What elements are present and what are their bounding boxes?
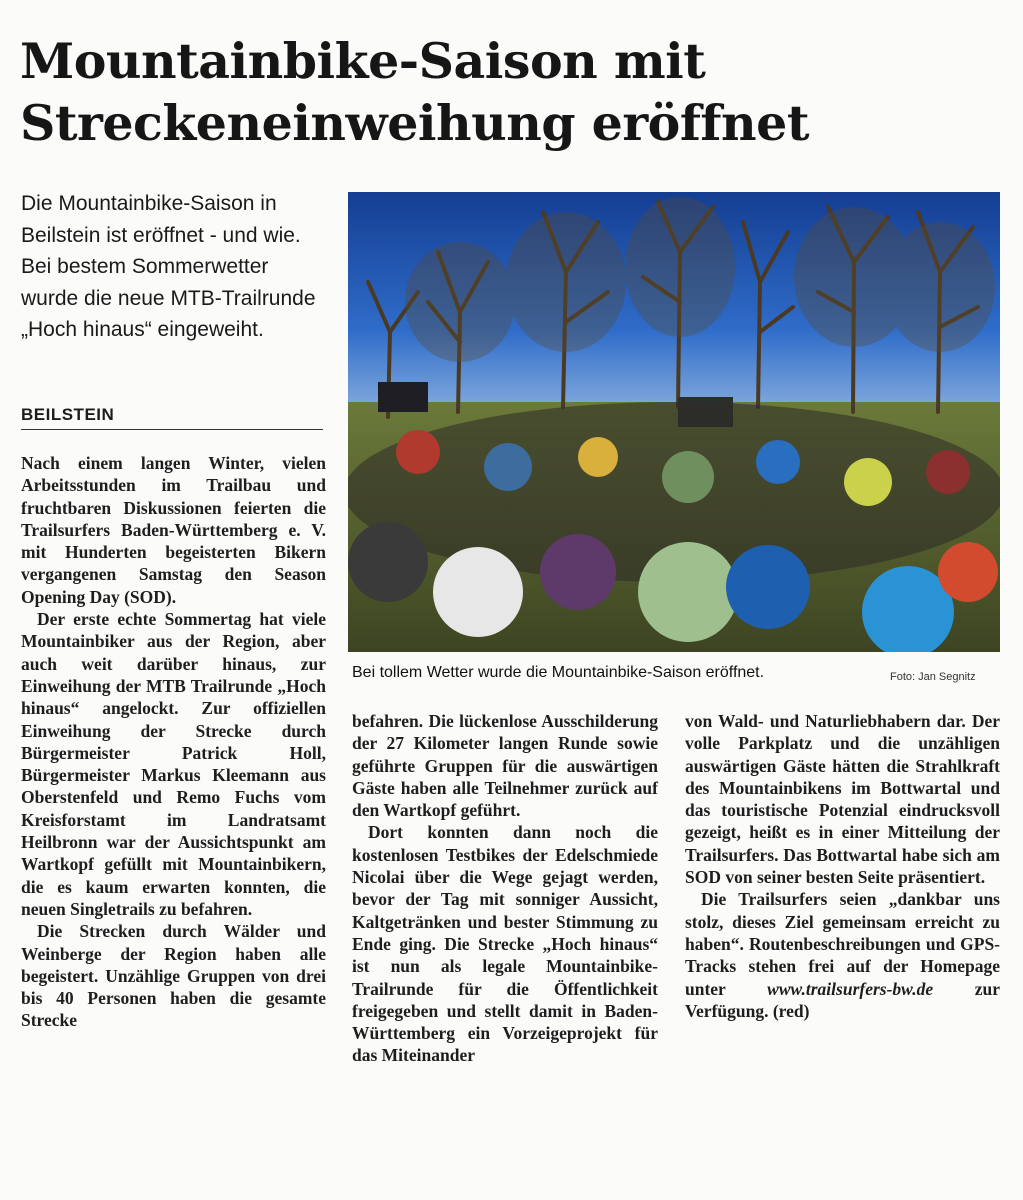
body-paragraph-5-end: zur Verfügung. (red) — [685, 978, 1000, 1021]
headline: Mountainbike-Saison mit Streckeneinweihung eröffnet — [20, 32, 809, 152]
event-photo — [348, 192, 1000, 652]
body-paragraph-2: Der erste echte Sommertag hat viele Mountainbiker aus der Region, aber auch weit darüber hinaus, zur Einweihung der MTB Trailrunde „Hoch hinaus“ angelockt. Zur offiziellen Einweihung der Strecke durch Bürgermeister Patrick Holl, Bürgermeister Markus Kleemann aus Oberstenfeld und Remo Fuchs vom Kreisforstamt im Landratsamt Heilbronn war der Aussichtspunkt am Wartkopf gefüllt mit Mountainbikern, die es kaum erwarten konnten, die neuen Singletrails zu befahren. — [21, 609, 326, 919]
dateline: BEILSTEIN — [21, 405, 323, 430]
body-paragraph-4-continued: von Wald- und Naturliebhabern dar. Der volle Parkplatz und die unzähligen auswärtigen Gäste hätten die Strahlkraft des Mountainbikens im Bottwartal und das touristische Potenzial eindrucksvoll gezeigt, heißt es in einer Mitteilung der Trailsurfers. Das Bottwartal habe sich am SOD von seiner besten Seite präsentiert. — [685, 711, 1000, 888]
article-column-1 — [21, 452, 326, 1032]
body-paragraph-3-continued: befahren. Die lückenlose Ausschilderung der 27 Kilometer langen Runde sowie geführte Gruppen für die auswärtigen Gäste haben alle Teilnehmer zurück auf den Wartkopf geführt. — [352, 711, 658, 821]
photo-credit: Foto: Jan Segnitz — [890, 671, 976, 683]
body-paragraph-3: Die Strecken durch Wälder und Weinberge der Region haben alle begeistert. Unzählige Gruppen von drei bis 40 Personen haben die gesamte Strecke — [21, 921, 326, 1031]
body-paragraph-4: Dort konnten dann noch die kostenlosen Testbikes der Edelschmiede Nicolai über die Wege gejagt werden, bevor der Tag mit sonniger Aussicht, Kaltgetränken und bester Stimmung zu Ende ging. Die Strecke „Hoch hinaus“ ist nun als legale Mountainbike-Trailrunde für die Öffentlichkeit freigegeben und stellt damit in Baden-Württemberg ein Vorzeigeprojekt für das Miteinander — [352, 822, 658, 1066]
body-paragraph-1: Nach einem langen Winter, vielen Arbeitsstunden im Trailbau und fruchtbaren Diskussionen feierten die Trailsurfers Baden-Württemberg e. V. mit Hunderten begeisterten Bikern vergangenen Samstag den Season Opening Day (SOD). — [21, 453, 326, 607]
lead-paragraph: Die Mountainbike-Saison in Beilstein ist eröffnet - und wie. Bei bestem Sommerwetter wurde die neue MTB-Trailrunde „Hoch hinaus“ eingeweiht. — [21, 192, 316, 341]
photo-tent — [378, 382, 428, 412]
homepage-url: www.trailsurfers-bw.de — [767, 978, 934, 999]
body-paragraph-5-start: Die Trailsurfers seien „dankbar uns stolz, dieses Ziel gemeinsam erreicht zu haben“. Routenbeschreibungen und GPS-Tracks stehen frei auf der Homepage unter — [685, 889, 1000, 999]
article-column-2 — [352, 710, 658, 1067]
body-paragraph-5 — [685, 888, 1000, 1022]
photo-caption: Bei tollem Wetter wurde die Mountainbike-Saison eröffnet. — [352, 664, 765, 681]
article-column-3 — [685, 710, 1000, 1022]
photo-crowd — [348, 402, 1000, 652]
